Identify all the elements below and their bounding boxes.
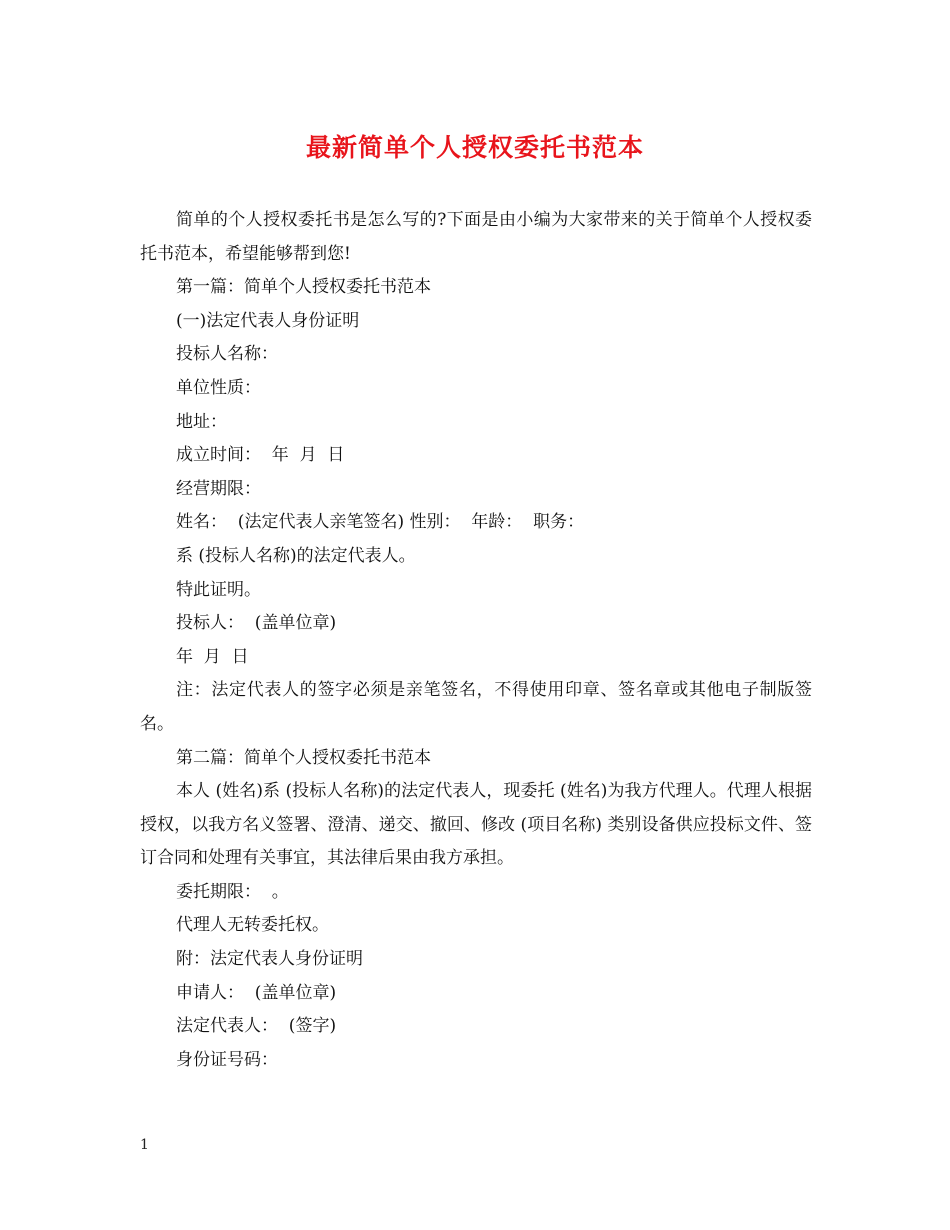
- document-body: [140, 204, 812, 1077]
- field-id-number: 身份证号码：: [176, 1049, 278, 1070]
- section-heading-1: 第一篇：简单个人授权委托书范本: [176, 277, 431, 298]
- paragraph-no-sub-entrust: 代理人无转委托权。: [176, 915, 329, 936]
- field-bidder-seal: 投标人： (盖单位章): [176, 613, 337, 634]
- section-heading-2: 第二篇：简单个人授权委托书范本: [176, 747, 431, 768]
- field-legal-rep-signature: 法定代表人： (签字): [176, 1016, 337, 1037]
- paragraph-attachment: 附：法定代表人身份证明: [176, 949, 363, 970]
- paragraph-authorization: 本人 (姓名)系 (投标人名称)的法定代表人，现委托 (姓名)为我方代理人。代理人根据授权，以我方名义签署、澄清、递交、撤回、修改 (项目名称) 类别设备供应投标文件、签订合同和处理有关事宜，其法律后果由我方承担。: [140, 781, 812, 869]
- field-unit-nature: 单位性质：: [176, 377, 261, 398]
- subheading-legal-rep-id: (一)法定代表人身份证明: [176, 310, 360, 331]
- field-established-date: 成立时间： 年 月 日: [176, 445, 345, 466]
- field-entrust-period: 委托期限： 。: [176, 881, 289, 902]
- field-date: 年 月 日: [176, 646, 249, 667]
- paragraph-note: 注：法定代表人的签字必须是亲笔签名，不得使用印章、签名章或其他电子制版签名。: [140, 680, 812, 734]
- field-name-gender-age-title: 姓名： (法定代表人亲笔签名) 性别： 年龄： 职务：: [176, 512, 585, 533]
- page-number: 1: [140, 1137, 149, 1153]
- field-bidder-name: 投标人名称：: [176, 344, 278, 365]
- field-operating-period: 经营期限：: [176, 478, 261, 499]
- document-title: 最新简单个人授权委托书范本: [305, 133, 644, 162]
- paragraph-certification: 特此证明。: [176, 579, 261, 600]
- field-applicant-seal: 申请人： (盖单位章): [176, 982, 337, 1003]
- paragraph-intro: 简单的个人授权委托书是怎么写的?下面是由小编为大家带来的关于简单个人授权委托书范本，希望能够帮到您!: [140, 210, 812, 264]
- field-address: 地址：: [176, 411, 227, 432]
- paragraph-legal-rep-statement: 系 (投标人名称)的法定代表人。: [176, 545, 416, 566]
